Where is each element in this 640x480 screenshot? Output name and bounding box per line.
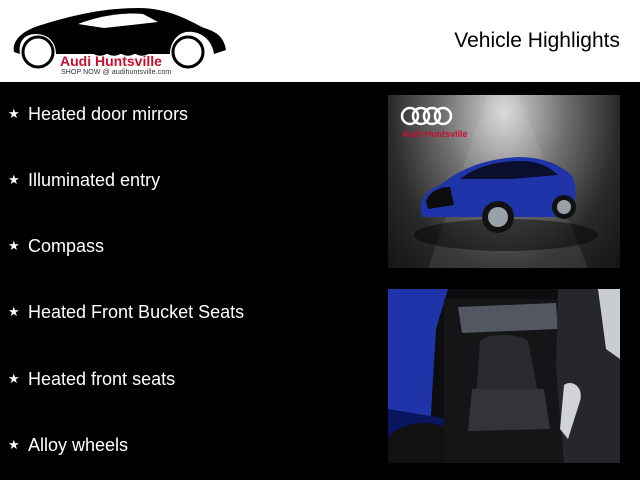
list-item <box>8 104 188 125</box>
photo-brand-text: Audi Huntsville <box>402 129 468 139</box>
page-title: Vehicle Highlights <box>454 29 620 52</box>
star-icon: ★ <box>8 106 20 121</box>
star-icon: ★ <box>8 238 20 253</box>
feature-label: Compass <box>28 236 105 256</box>
star-icon: ★ <box>8 437 20 452</box>
feature-label: Alloy wheels <box>28 435 129 455</box>
feature-label: Heated Front Bucket Seats <box>28 302 245 322</box>
list-item <box>8 369 175 390</box>
interior-photo-art <box>388 289 620 463</box>
star-icon: ★ <box>8 371 20 386</box>
shop-link[interactable]: SHOP NOW @ audihuntsville.com <box>61 69 172 76</box>
star-icon: ★ <box>8 172 20 187</box>
feature-label: Illuminated entry <box>28 170 161 190</box>
list-item <box>8 435 128 456</box>
list-item <box>8 236 104 257</box>
header <box>0 0 640 82</box>
list-item <box>8 302 244 323</box>
exterior-photo-art <box>388 95 620 268</box>
feature-label: Heated front seats <box>28 369 176 389</box>
feature-label: Heated door mirrors <box>28 104 189 124</box>
list-item <box>8 170 160 191</box>
exterior-photo <box>388 95 620 268</box>
interior-photo <box>388 289 620 463</box>
star-icon: ★ <box>8 304 20 319</box>
brand-name: Audi Huntsville <box>60 53 162 69</box>
